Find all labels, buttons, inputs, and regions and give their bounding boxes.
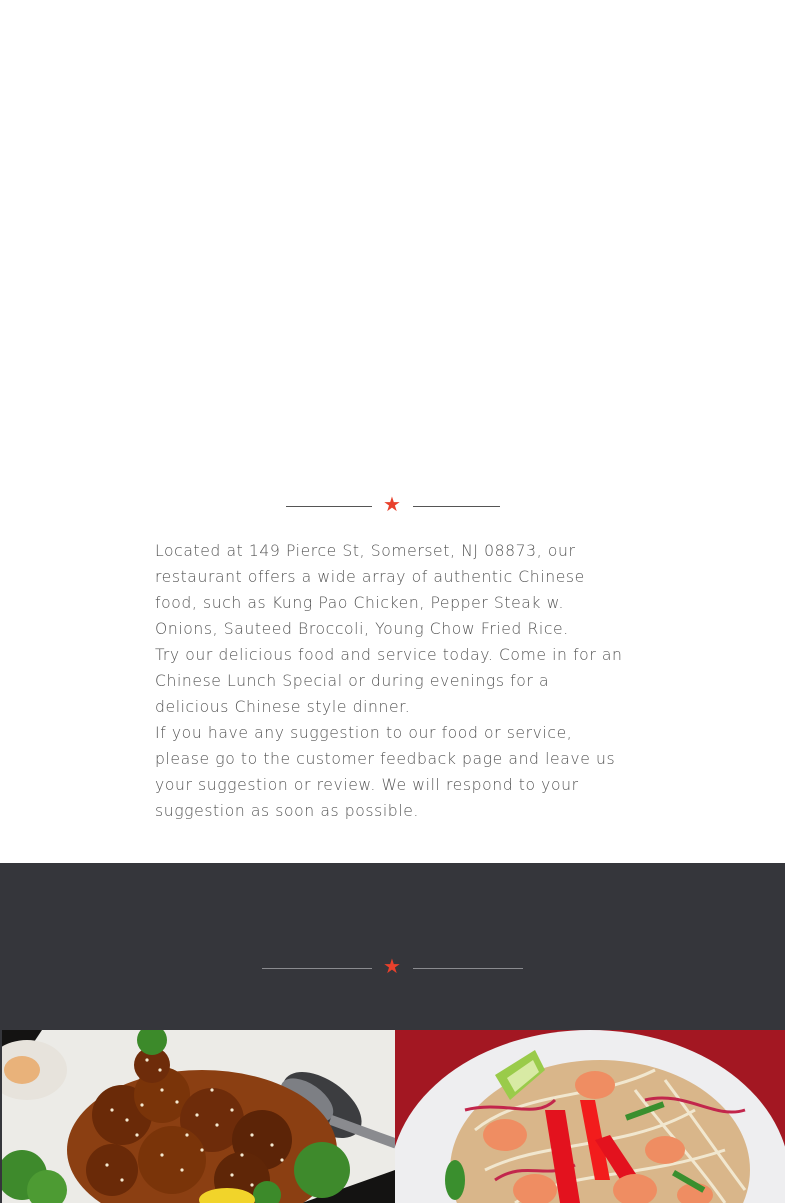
about-divider [0,492,785,516]
about-paragraph-invite: Try our delicious food and service today. Come in for an Chinese Lunch Special or during evenings for a delicious Chinese style dinner. [155,646,623,716]
divider-line-right [413,968,523,969]
about-text [155,538,625,824]
about-paragraph-location: Located at 149 Pierce St, Somerset, NJ 08873, our restaurant offers a wide array of authentic Chinese food, such as Kung Pao Chicken, Pepper Steak w. Onions, Sauteed Broccoli, Young Chow Fried Rice. [155,542,585,638]
star-icon: ★ [383,492,401,516]
pad-thai-shrimp-photo[interactable] [395,1030,785,1203]
gallery-divider [0,954,785,978]
divider-line-right [413,506,500,507]
divider-line-left [286,506,372,507]
star-icon: ★ [383,954,401,978]
sesame-chicken-photo[interactable] [2,1030,395,1203]
divider-line-left [262,968,372,969]
about-paragraph-feedback: If you have any suggestion to our food or service, please go to the customer feedback page and leave us your suggestion or review. We will respond to your suggestion as soon as possible. [155,724,616,820]
